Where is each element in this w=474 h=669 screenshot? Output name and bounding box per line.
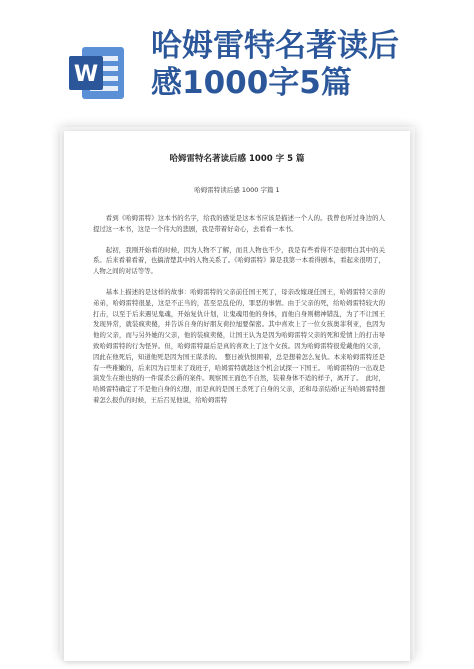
document-title: 哈姆雷特名著读后感 1000 字 5 篇 bbox=[169, 154, 305, 164]
paragraph-2: 起初，我刚开始看的时候，因为人物不了解，而且人物也不少，我是有些看得不是很明白其中的关系。后来看着看着，也搞清楚其中的人物关系了。《哈姆雷特》算是我第一本看得剧本，看起来很明了，人物之间的对话等等。 bbox=[93, 245, 385, 276]
document-page bbox=[64, 131, 410, 661]
word-document-icon bbox=[66, 42, 128, 104]
page-title bbox=[151, 28, 461, 102]
page-title-line-1: 哈姆雷特名著读后 bbox=[151, 28, 399, 64]
paragraph-3: 基本上描述的是这样的故事：哈姆雷特的父亲前任国王死了，母亲改嫁现任国王，哈姆雷特父亲的弟弟，哈姆雷特很显，这是不正当的，甚至是乱伦的，罪恶的事情。由于父亲的死，给哈姆雷特较大的打击，以至于后来遇见鬼魂，开始复仇计划，让鬼魂用他的身体，而他自身则精神错乱，为了不让国王发现异常，就装疯卖傻，并告诉自身的好朋友荷拉旭要保密。其中喜欢上了一位女孩奥菲利亚，也因为他的父亲，而与另外她的父亲，他的装疯卖傻，让国王认为是因为哈姆雷特父亲的死和爱情上的打击导致哈姆雷特的行为怪异。但，哈姆雷特最后是真的喜欢上了这个女孩。因为哈姆雷特很爱戴他的父亲，因此在他死后，知道他死是因为国王谋杀的。 整日被仇恨围着，总是想着怎么复仇。本来哈姆雷特还是有一些稚嫩的，后来因为启里来了戏班子，哈姆雷特就趁这个机会试探一下国王。 哈姆雷特的一出戏是演发生在维也纳的一件谋杀公爵的案件。观察国王面色不自然，装着身体不适的样子，离开了。 此时，哈姆雷特确定了不是他自身的幻想，而是真的是国王杀死了自身的父亲，还和母亲结婚!正当哈姆雷特想着怎么报仇的时候，王后召见他说，给哈姆雷特 bbox=[93, 287, 385, 404]
paragraph-1: 看到《哈姆雷特》这本书的名字，给我的感觉是这本书应该是描述一个人的。我曾也听过身边的人提过这一本书，这是一个伟大的悲剧，我是带着好奇心，去看看一本书。 bbox=[93, 214, 385, 233]
document-subtitle: 哈姆雷特读后感 1000 字篇 1 bbox=[194, 186, 280, 194]
page-title-line-2: 感1000字5篇 bbox=[151, 65, 352, 101]
word-icon-letter: W bbox=[73, 62, 99, 87]
document-body bbox=[93, 213, 385, 416]
